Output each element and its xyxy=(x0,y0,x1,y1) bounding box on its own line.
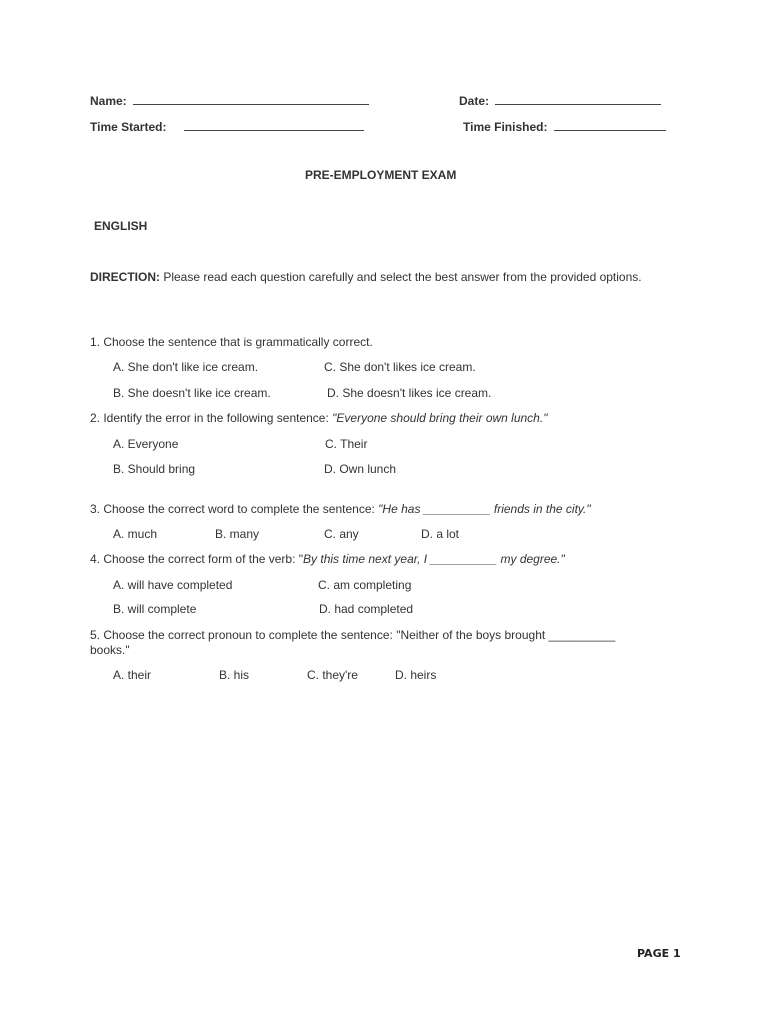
q4-quote: By this time next year, I __________ my degree." xyxy=(303,552,565,566)
exam-title: PRE-EMPLOYMENT EXAM xyxy=(305,168,457,182)
q5-option-d[interactable]: D. heirs xyxy=(395,668,437,682)
direction xyxy=(90,270,642,285)
q5-option-b[interactable]: B. his xyxy=(219,668,250,682)
q1-option-b[interactable]: B. She doesn't like ice cream. xyxy=(113,386,271,400)
direction-label: DIRECTION: xyxy=(90,270,160,284)
question-1-prompt: 1. Choose the sentence that is grammatically correct. xyxy=(90,335,373,349)
direction-text: Please read each question carefully and select the best answer from the provided options. xyxy=(160,270,642,284)
q5-option-a[interactable]: A. their xyxy=(113,668,152,682)
q3-quote: "He has __________ friends in the city." xyxy=(378,502,591,516)
q1-option-d[interactable]: D. She doesn't likes ice cream. xyxy=(327,386,492,400)
q4-option-b[interactable]: B. will complete xyxy=(113,602,197,616)
time-finished-field xyxy=(463,119,666,135)
time-started-field xyxy=(90,119,364,135)
q2-option-d[interactable]: D. Own lunch xyxy=(324,462,397,476)
time-finished-blank xyxy=(554,119,666,131)
page-number: PAGE 1 xyxy=(637,947,681,960)
q4-option-d[interactable]: D. had completed xyxy=(319,602,414,616)
q3-option-c[interactable]: C. any xyxy=(324,527,359,541)
time-finished-label: Time Finished: xyxy=(463,120,548,134)
q3-option-b[interactable]: B. many xyxy=(215,527,260,541)
q2-option-a[interactable]: A. Everyone xyxy=(113,437,179,451)
q4-option-a[interactable]: A. will have completed xyxy=(113,578,233,592)
q3-option-d[interactable]: D. a lot xyxy=(421,527,460,541)
q4-option-c[interactable]: C. am completing xyxy=(318,578,412,592)
question-4-prompt xyxy=(90,552,565,567)
time-started-blank xyxy=(184,119,364,131)
question-5-prompt: 5. Choose the correct pronoun to complete the sentence: "Neither of the boys brought __________ books." xyxy=(90,628,616,657)
q3-option-a[interactable]: A. much xyxy=(113,527,158,541)
q4-prompt-text: 4. Choose the correct form of the verb: " xyxy=(90,552,304,566)
q2-option-b[interactable]: B. Should bring xyxy=(113,462,196,476)
time-started-label: Time Started: xyxy=(90,120,167,134)
date-label: Date: xyxy=(459,94,490,108)
question-2-prompt xyxy=(90,411,547,426)
date-blank xyxy=(495,93,661,105)
q2-prompt-text: 2. Identify the error in the following sentence: xyxy=(90,411,333,425)
q3-prompt-text: 3. Choose the correct word to complete the sentence: xyxy=(90,502,379,516)
q1-option-a[interactable]: A. She don't like ice cream. xyxy=(113,360,259,374)
name-field xyxy=(90,93,369,109)
question-3-prompt xyxy=(90,502,591,517)
q2-quote: "Everyone should bring their own lunch." xyxy=(332,411,548,425)
section-heading: ENGLISH xyxy=(94,219,148,233)
q2-option-c[interactable]: C. Their xyxy=(325,437,368,451)
q5-option-c[interactable]: C. they're xyxy=(307,668,358,682)
name-label: Name: xyxy=(90,94,127,108)
name-blank xyxy=(133,93,369,105)
q1-option-c[interactable]: C. She don't likes ice cream. xyxy=(324,360,476,374)
date-field xyxy=(459,93,661,109)
